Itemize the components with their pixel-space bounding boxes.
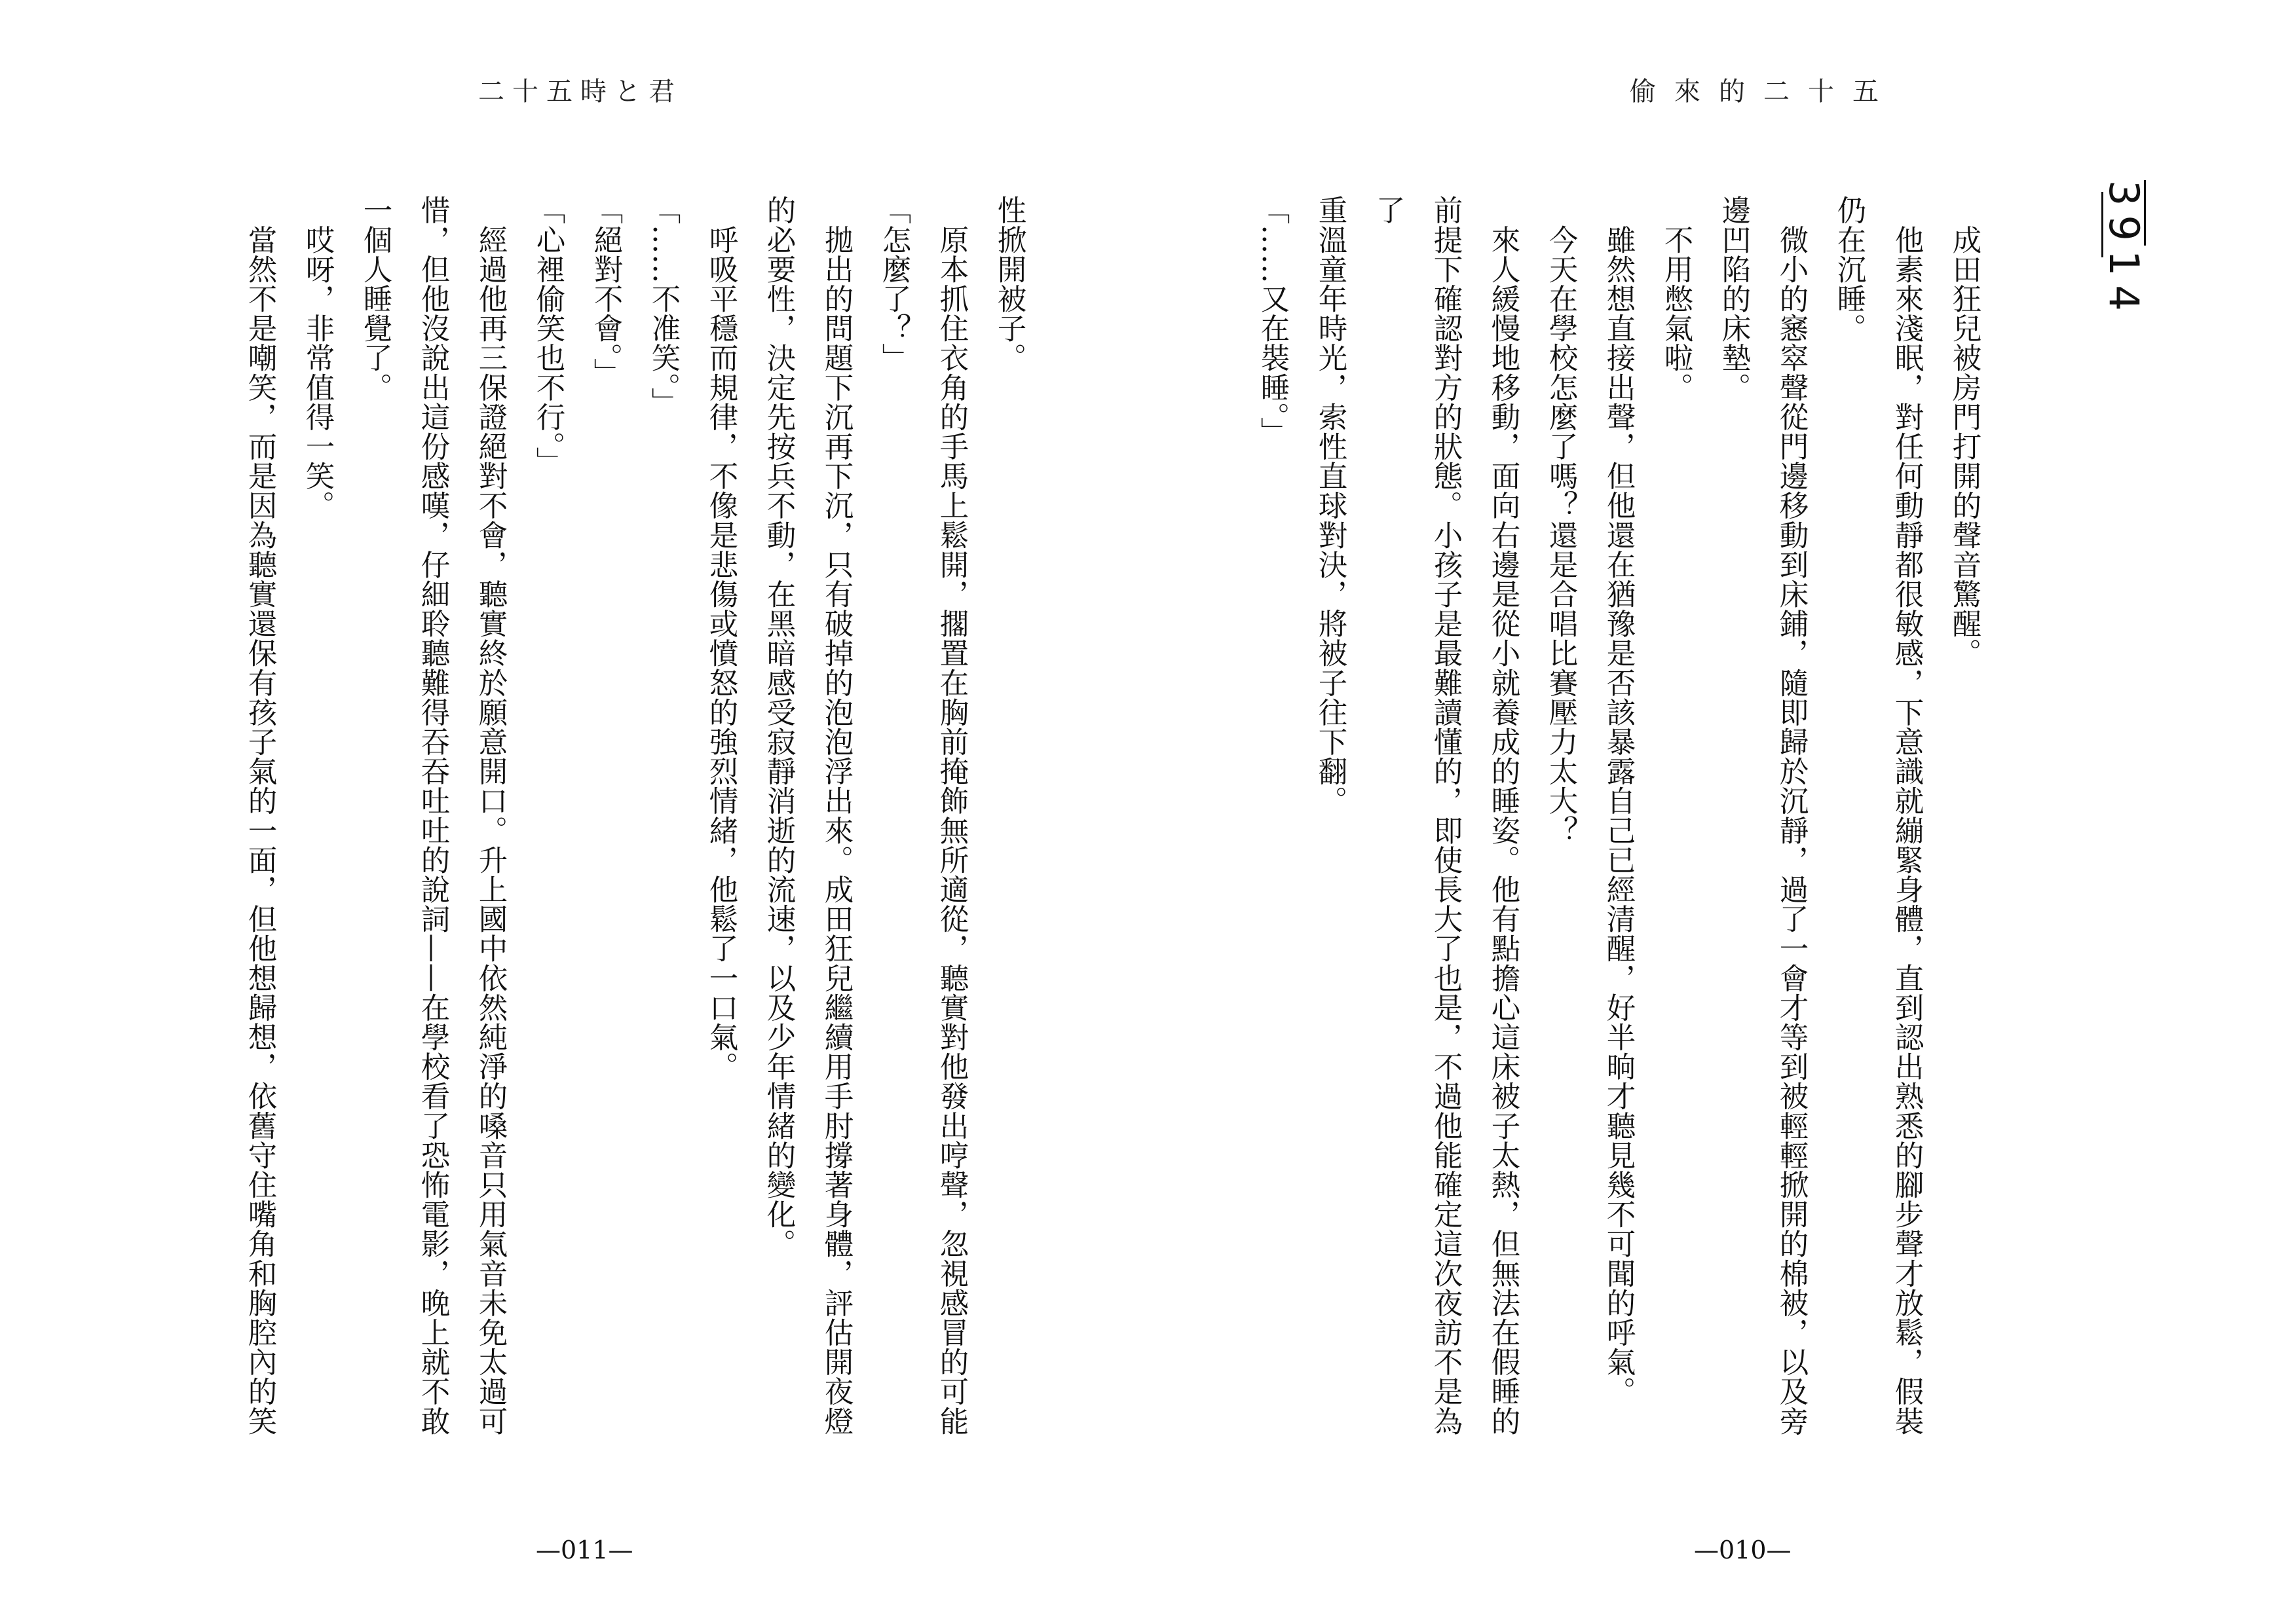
running-header-left: 二十五時と君 (478, 77, 683, 107)
paragraph: 「心裡偷笑也不行。」 (531, 195, 565, 476)
chapter-number: 3914 (2100, 180, 2148, 320)
chapter-marker (2101, 180, 2146, 320)
body-text-right (1256, 195, 1993, 1459)
paragraph: 仍在沉睡。 (1832, 195, 1866, 343)
paragraph: 雖然想直接出聲，但他還在猶豫是否該暴露自己已經清醒，好半晌才聽見幾不可聞的呼氣。 (1602, 195, 1635, 1407)
paragraph: 「……又在裝睡。」 (1256, 195, 1289, 447)
paragraph: 邊凹陷的床墊。 (1717, 195, 1750, 402)
paragraph: 前提下確認對方的狀態。小孩子是最難讀懂的，即使長大了也是，不過他能確定這次夜訪不是為了 (1371, 195, 1462, 1436)
paragraph: 性掀開被子。 (992, 195, 1026, 373)
paragraph: 「絕對不會。」 (589, 195, 622, 388)
paragraph: 不用憋氣啦。 (1659, 195, 1693, 402)
paragraph: 拋出的問題下沉再下沉，只有破掉的泡泡浮出來。成田狂兒繼續用手肘撐著身體，評估開夜燈 (819, 195, 853, 1436)
paragraph: 惜，但他沒說出這份感嘆，仔細聆聽難得吞吞吐吐的說詞——在學校看了恐怖電影，晚上就不敢 (416, 195, 449, 1436)
page-number-right: —010— (1694, 1536, 1792, 1564)
paragraph: 「……不准笑。」 (647, 195, 680, 417)
page-number-left: —011— (536, 1536, 633, 1564)
right-page (1145, 0, 2290, 1624)
paragraph: 原本抓住衣角的手馬上鬆開，擱置在胸前掩飾無所適從，聽實對他發出哼聲，忽視感冒的可能 (935, 195, 968, 1436)
running-header-right: 偷來的二十五 (1630, 77, 1897, 107)
paragraph: 他素來淺眠，對任何動靜都很敏感，下意識就繃緊身體，直到認出熟悉的腳步聲才放鬆，假裝 (1890, 195, 1923, 1436)
paragraph: 今天在學校怎麼了嗎？還是合唱比賽壓力太大？ (1544, 195, 1577, 845)
paragraph: 「怎麼了？」 (877, 195, 910, 373)
body-text-left (107, 195, 1038, 1459)
paragraph: 哎呀，非常值得一笑。 (301, 195, 334, 521)
paragraph: 呼吸平穩而規律，不像是悲傷或憤怒的強烈情緒，他鬆了一口氣。 (704, 195, 738, 1081)
paragraph: 當然不是嘲笑，而是因為聽實還保有孩子氣的一面，但他想歸想，依舊守住嘴角和胸腔內的笑 (243, 195, 276, 1436)
paragraph: 來人緩慢地移動，面向右邊是從小就養成的睡姿。他有點擔心這床被子太熱，但無法在假睡的 (1486, 195, 1520, 1436)
paragraph: 成田狂兒被房門打開的聲音驚醒。 (1947, 195, 1981, 668)
paragraph: 重溫童年時光，索性直球對決，將被子往下翻。 (1313, 195, 1347, 816)
paragraph: 微小的窸窣聲從門邊移動到床鋪，隨即歸於沉靜，過了一會才等到被輕輕掀開的棉被，以及旁 (1774, 195, 1808, 1436)
paragraph: 的必要性，決定先按兵不動，在黑暗感受寂靜消逝的流速，以及少年情緒的變化。 (762, 195, 795, 1259)
paragraph: 一個人睡覺了。 (358, 195, 392, 402)
paragraph: 經過他再三保證絕對不會，聽實終於願意開口。升上國中依然純淨的嗓音只用氣音未免太過可 (474, 195, 507, 1436)
